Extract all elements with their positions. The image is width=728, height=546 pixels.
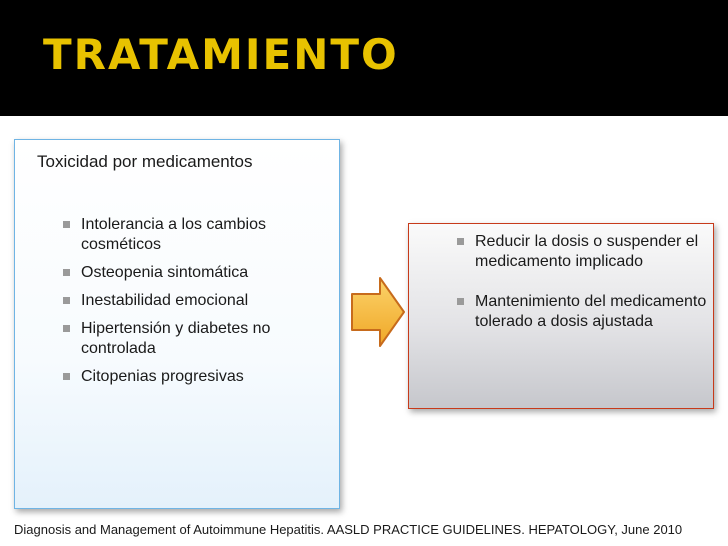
list-item xyxy=(63,291,323,311)
action-list xyxy=(457,232,711,352)
toxicity-box xyxy=(14,139,340,509)
square-bullet-icon xyxy=(63,269,70,276)
square-bullet-icon xyxy=(63,297,70,304)
list-item xyxy=(457,292,711,332)
square-bullet-icon xyxy=(63,221,70,228)
square-bullet-icon xyxy=(457,298,464,305)
list-item-text: Inestabilidad emocional xyxy=(81,292,249,309)
slide-title: TRATAMIENTO xyxy=(43,30,399,79)
list-item-text: Osteopenia sintomática xyxy=(81,264,249,281)
square-bullet-icon xyxy=(457,238,464,245)
list-item-text: Intolerancia a los cambios cosméticos xyxy=(81,216,266,253)
list-item xyxy=(63,319,323,359)
list-item-text: Hipertensión y diabetes no controlada xyxy=(81,320,271,357)
action-box xyxy=(408,223,714,409)
right-arrow-icon xyxy=(350,276,406,348)
list-item xyxy=(63,263,323,283)
toxicity-heading: Toxicidad por medicamentos xyxy=(37,152,253,171)
square-bullet-icon xyxy=(63,373,70,380)
square-bullet-icon xyxy=(63,325,70,332)
list-item-text: Reducir la dosis o suspender el medicamento implicado xyxy=(475,233,699,270)
list-item xyxy=(63,215,323,255)
citation-footer: Diagnosis and Management of Autoimmune Hepatitis. AASLD PRACTICE GUIDELINES. HEPATOLOGY, June 2010 xyxy=(14,522,683,537)
list-item-text: Citopenias progresivas xyxy=(81,368,244,385)
title-bar xyxy=(0,0,728,116)
toxicity-list xyxy=(63,215,323,395)
list-item-text: Mantenimiento del medicamento tolerado a dosis ajustada xyxy=(475,293,707,330)
list-item xyxy=(457,232,711,272)
list-item xyxy=(63,367,323,387)
